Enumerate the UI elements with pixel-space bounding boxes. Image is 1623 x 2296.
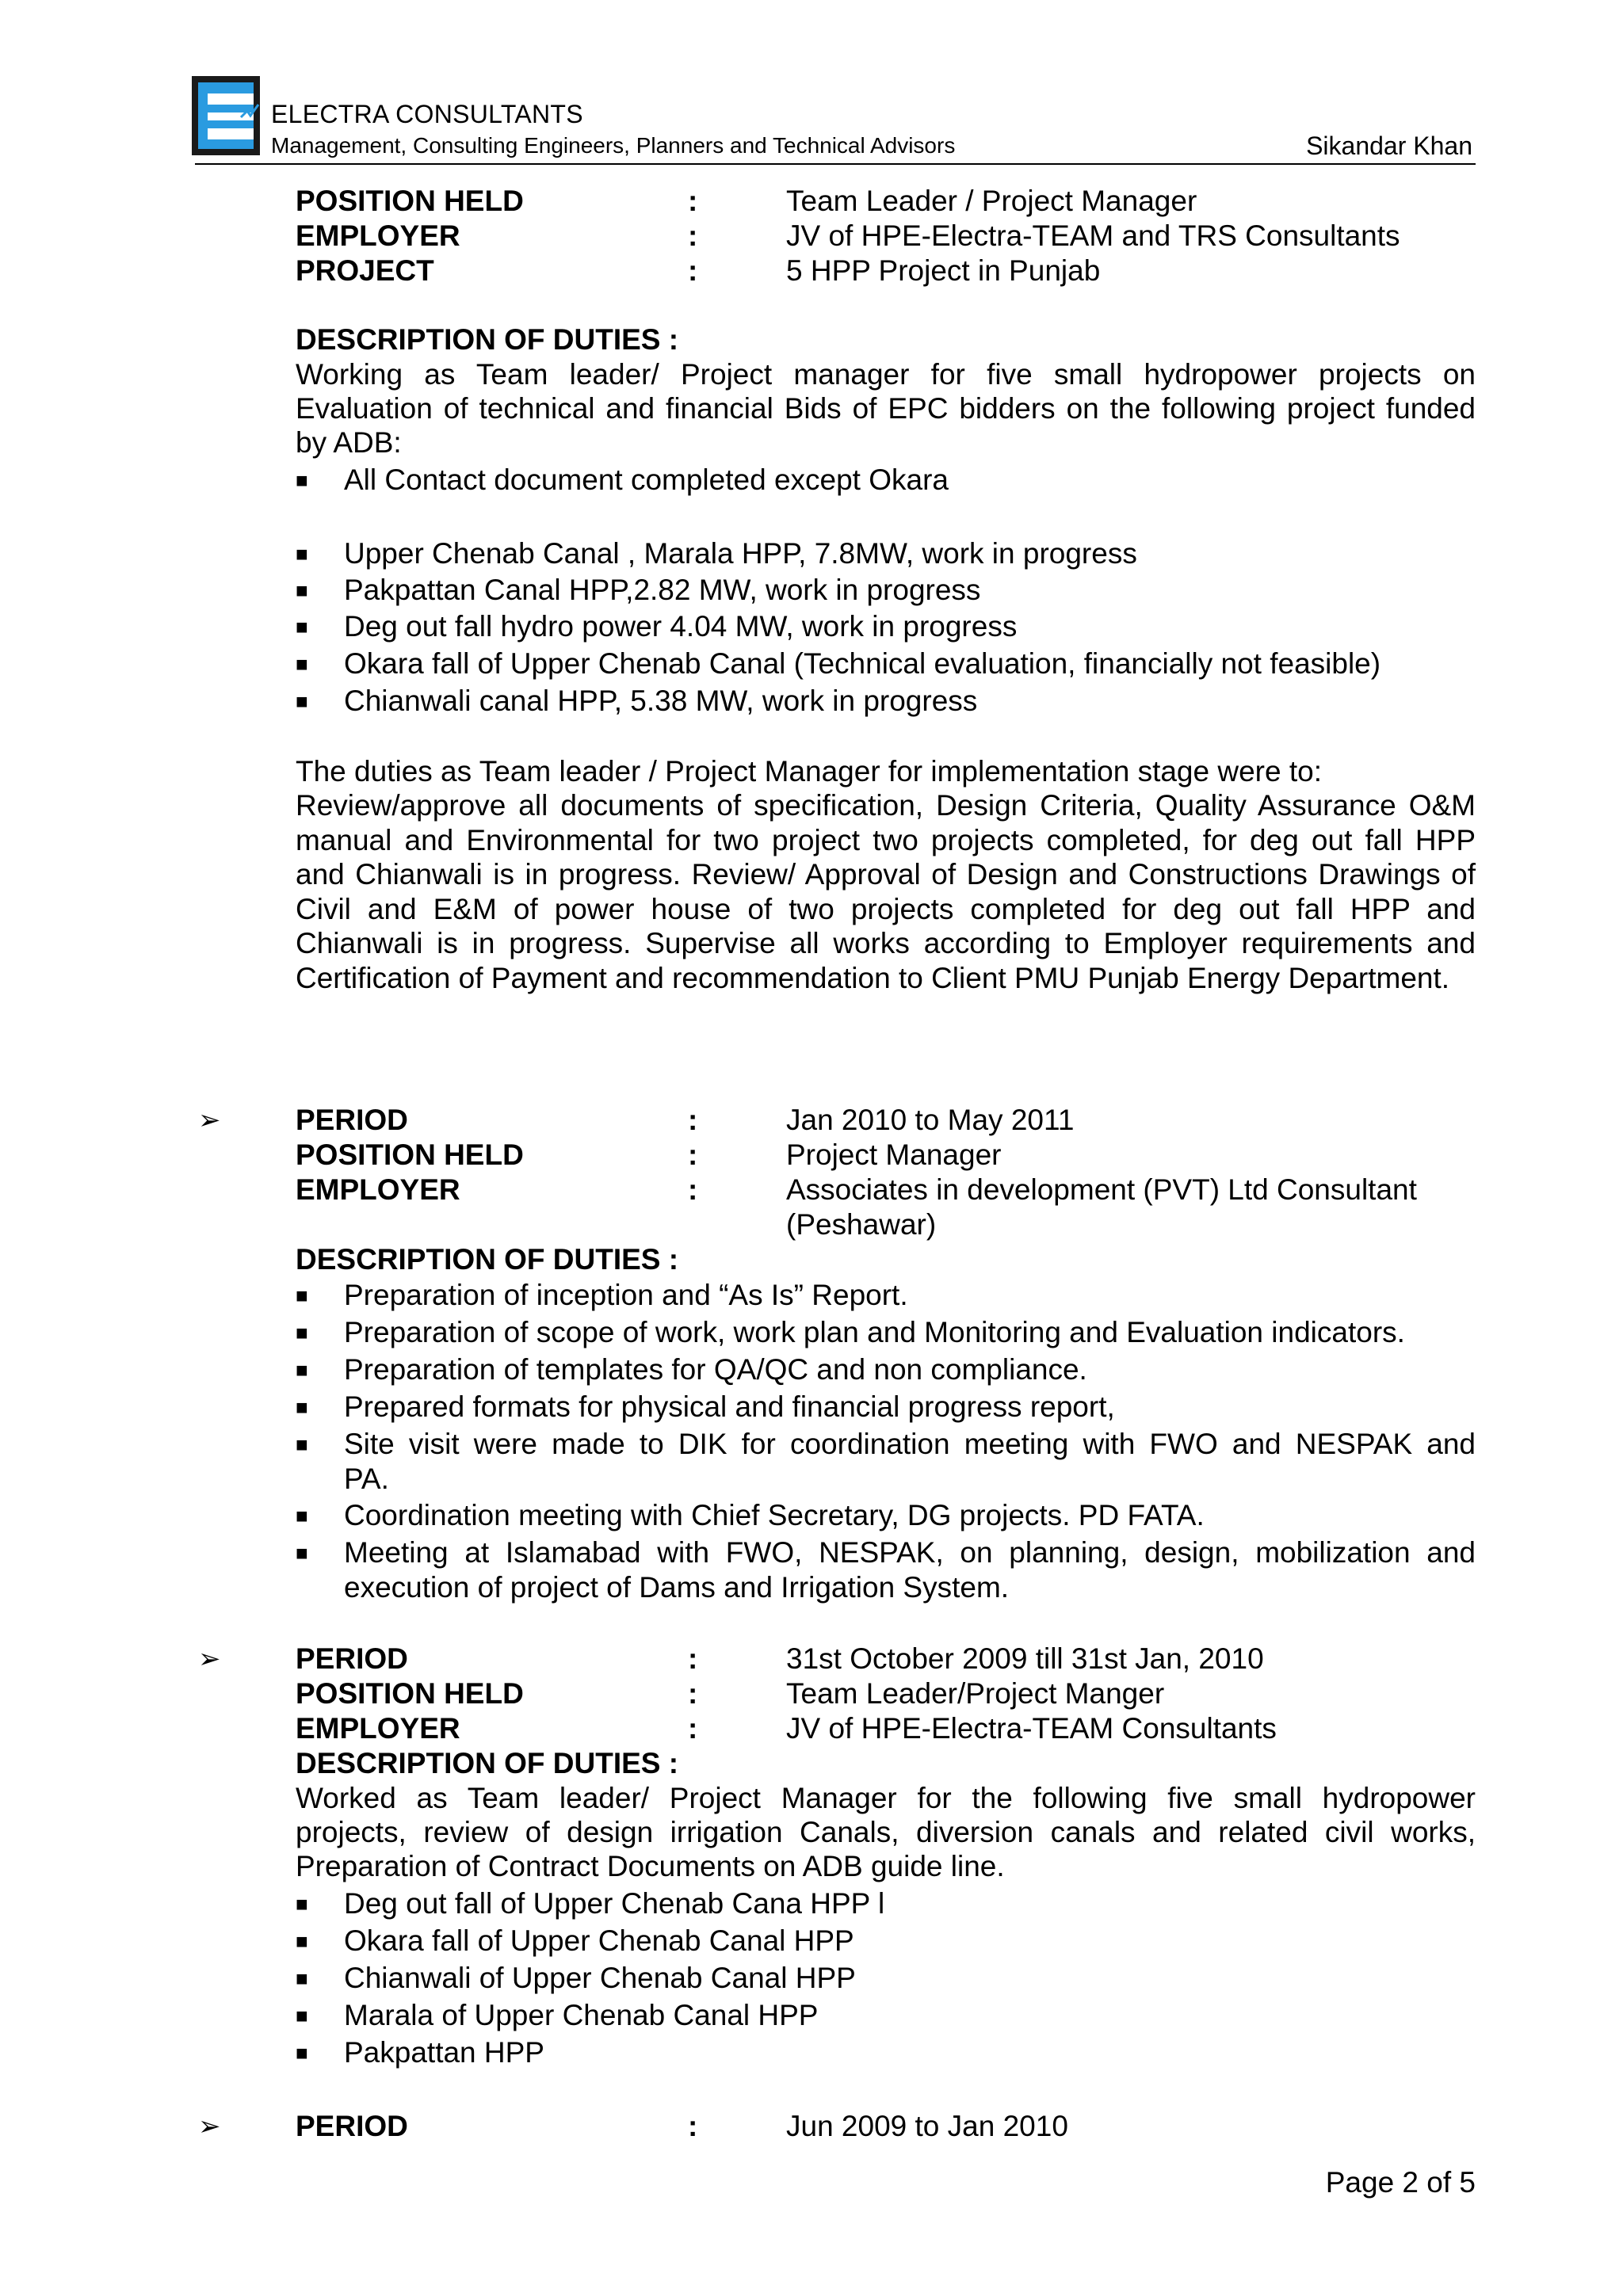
- para-line: Review/approve all documents of specification, Design Criteria, Quality Assurance O&M: [296, 789, 1476, 822]
- bullet-icon: ■: [296, 689, 308, 713]
- list-item-cont: PA.: [344, 1463, 389, 1495]
- list-item: Preparation of inception and “As Is” Report.: [344, 1279, 908, 1311]
- bullet-icon: ■: [296, 1541, 308, 1565]
- duties-intro-line: Preparation of Contract Documents on ADB guide line.: [296, 1850, 1005, 1882]
- header-divider: [195, 163, 1476, 165]
- field-value: Team Leader/Project Manger: [786, 1677, 1165, 1710]
- list-item: Site visit were made to DIK for coordination meeting with FWO and NESPAK and: [344, 1428, 1476, 1460]
- bullet-icon: ■: [296, 468, 308, 492]
- bullet-icon: ■: [296, 1395, 308, 1419]
- field-colon: :: [688, 1712, 698, 1745]
- list-item: Coordination meeting with Chief Secretary, DG projects. PD FATA.: [344, 1499, 1205, 1531]
- field-colon: :: [688, 185, 698, 217]
- bullet-icon: ■: [296, 1929, 308, 1953]
- duties-intro-line: by ADB:: [296, 426, 402, 459]
- field-value: Jun 2009 to Jan 2010: [786, 2110, 1068, 2142]
- field-value: JV of HPE-Electra-TEAM and TRS Consultants: [786, 219, 1400, 252]
- field-label: POSITION HELD: [296, 1677, 524, 1710]
- field-label: PROJECT: [296, 254, 434, 287]
- field-label: PERIOD: [296, 1642, 408, 1675]
- duties-intro-line: Working as Team leader/ Project manager for five small hydropower projects on: [296, 358, 1476, 391]
- field-value: Associates in development (PVT) Ltd Consultant: [786, 1173, 1417, 1206]
- field-value-cont: (Peshawar): [786, 1208, 937, 1241]
- duties-heading: DESCRIPTION OF DUTIES :: [296, 1243, 679, 1276]
- field-label: EMPLOYER: [296, 1173, 460, 1206]
- field-colon: :: [688, 219, 698, 252]
- bullet-icon: ■: [296, 1432, 308, 1456]
- electra-logo: [192, 76, 260, 155]
- list-item-cont: execution of project of Dams and Irrigation System.: [344, 1571, 1010, 1604]
- duties-intro-line: projects, review of design irrigation Canals, diversion canals and related civil works,: [296, 1816, 1476, 1848]
- para-line: Civil and E&M of power house of two projects completed for deg out fall HPP and: [296, 893, 1476, 925]
- person-name: Sikandar Khan: [1306, 132, 1472, 160]
- field-value: Project Manager: [786, 1138, 1002, 1171]
- bullet-icon: ■: [296, 1358, 308, 1382]
- list-item: Okara fall of Upper Chenab Canal HPP: [344, 1924, 854, 1957]
- bullet-icon: ■: [296, 652, 308, 676]
- field-value: Jan 2010 to May 2011: [786, 1104, 1075, 1136]
- list-item: Chianwali canal HPP, 5.38 MW, work in progress: [344, 685, 978, 717]
- list-item: Prepared formats for physical and financial progress report,: [344, 1390, 1115, 1423]
- field-colon: :: [688, 1104, 698, 1136]
- field-colon: :: [688, 1173, 698, 1206]
- bullet-icon: ■: [296, 578, 308, 602]
- duties-intro-line: Evaluation of technical and financial Bids of EPC bidders on the following project funded: [296, 392, 1476, 425]
- list-item: Okara fall of Upper Chenab Canal (Technical evaluation, financially not feasible): [344, 647, 1381, 680]
- list-item: Marala of Upper Chenab Canal HPP: [344, 1999, 819, 2031]
- company-name: ELECTRA CONSULTANTS: [271, 100, 583, 128]
- duties-heading: DESCRIPTION OF DUTIES :: [296, 1747, 679, 1779]
- field-value: Team Leader / Project Manager: [786, 185, 1197, 217]
- list-item: Preparation of scope of work, work plan and Monitoring and Evaluation indicators.: [344, 1316, 1405, 1348]
- para-line: manual and Environmental for two project two projects completed, for deg out fall HPP: [296, 824, 1476, 856]
- field-label: PERIOD: [296, 2110, 408, 2142]
- duties-intro-line: Worked as Team leader/ Project Manager for the following five small hydropower: [296, 1782, 1476, 1814]
- field-value: 31st October 2009 till 31st Jan, 2010: [786, 1642, 1264, 1675]
- bullet-icon: ■: [296, 2004, 308, 2027]
- field-colon: :: [688, 1642, 698, 1675]
- company-tagline: Management, Consulting Engineers, Planners and Technical Advisors: [271, 133, 956, 158]
- field-label: POSITION HELD: [296, 185, 524, 217]
- arrow-bullet-icon: ➢: [198, 2111, 221, 2142]
- page-number: Page 2 of 5: [1325, 2166, 1476, 2199]
- field-label: PERIOD: [296, 1104, 408, 1136]
- bullet-icon: ■: [296, 615, 308, 639]
- field-label: POSITION HELD: [296, 1138, 524, 1171]
- list-item: Upper Chenab Canal , Marala HPP, 7.8MW, work in progress: [344, 537, 1137, 570]
- list-item: All Contact document completed except Okara: [344, 463, 949, 496]
- list-item: Deg out fall of Upper Chenab Cana HPP l: [344, 1887, 885, 1920]
- field-label: EMPLOYER: [296, 219, 460, 252]
- para-line: and Chianwali is in progress. Review/ Approval of Design and Constructions Drawings of: [296, 858, 1476, 891]
- bullet-icon: ■: [296, 1321, 308, 1344]
- bullet-icon: ■: [296, 2041, 308, 2065]
- field-label: EMPLOYER: [296, 1712, 460, 1745]
- arrow-bullet-icon: ➢: [198, 1644, 221, 1674]
- list-item: Pakpattan HPP: [344, 2036, 544, 2069]
- list-item: Meeting at Islamabad with FWO, NESPAK, on planning, design, mobilization and: [344, 1536, 1476, 1569]
- duties-heading: DESCRIPTION OF DUTIES :: [296, 323, 679, 356]
- field-value: 5 HPP Project in Punjab: [786, 254, 1101, 287]
- field-colon: :: [688, 254, 698, 287]
- para-line: Chianwali is in progress. Supervise all works according to Employer requirements and: [296, 927, 1476, 959]
- field-value: JV of HPE-Electra-TEAM Consultants: [786, 1712, 1277, 1745]
- bullet-icon: ■: [296, 1504, 308, 1527]
- list-item: Chianwali of Upper Chenab Canal HPP: [344, 1962, 856, 1994]
- field-colon: :: [688, 1138, 698, 1171]
- list-item: Deg out fall hydro power 4.04 MW, work in progress: [344, 610, 1018, 643]
- para-line: The duties as Team leader / Project Manager for implementation stage were to:: [296, 755, 1322, 788]
- para-line: Certification of Payment and recommendation to Client PMU Punjab Energy Department.: [296, 962, 1450, 994]
- arrow-bullet-icon: ➢: [198, 1105, 221, 1135]
- bullet-icon: ■: [296, 1283, 308, 1307]
- bullet-icon: ■: [296, 1966, 308, 1990]
- field-colon: :: [688, 1677, 698, 1710]
- bullet-icon: ■: [296, 1892, 308, 1916]
- list-item: Pakpattan Canal HPP,2.82 MW, work in progress: [344, 574, 981, 606]
- bullet-icon: ■: [296, 542, 308, 566]
- list-item: Preparation of templates for QA/QC and non compliance.: [344, 1353, 1087, 1386]
- field-colon: :: [688, 2110, 698, 2142]
